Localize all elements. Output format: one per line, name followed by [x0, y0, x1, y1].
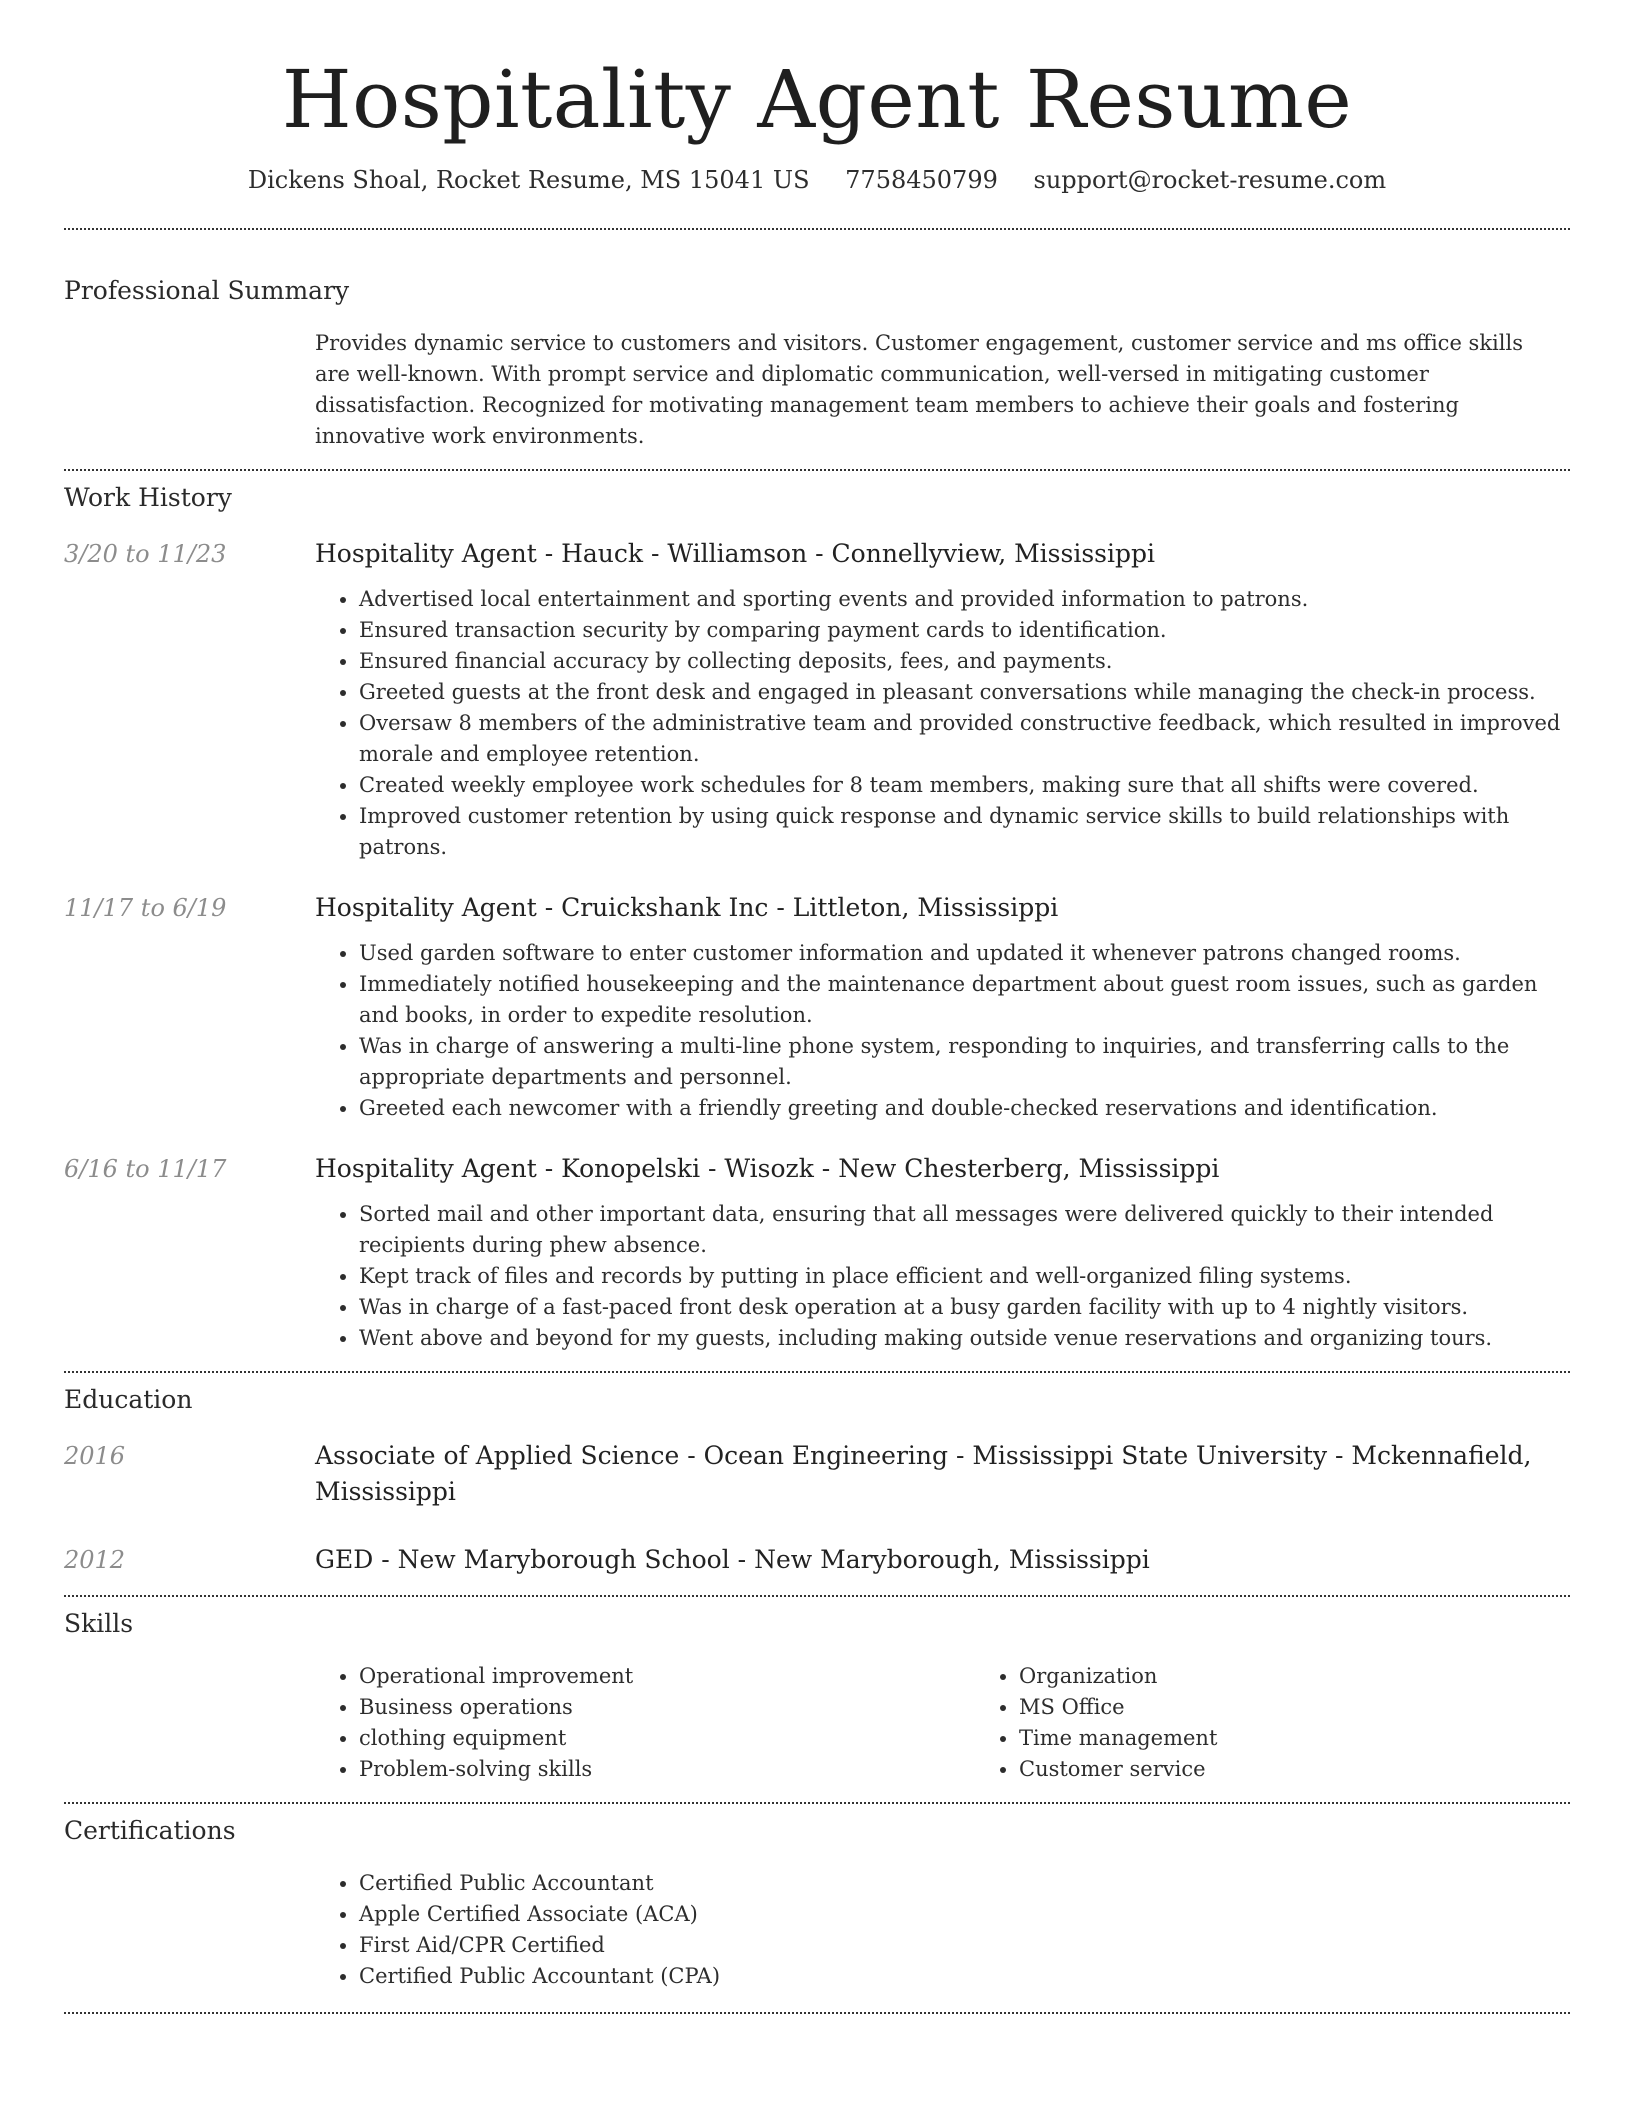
job-title: Hospitality Agent - Cruickshank Inc - Littleton, Mississippi [315, 893, 1059, 922]
education-entry [64, 1542, 1570, 1578]
summary-section [64, 230, 1570, 452]
skill-item: • Operational improvement [359, 1661, 975, 1692]
skill-item: • clothing equipment [359, 1723, 975, 1754]
education-entry [64, 1438, 1570, 1510]
list-item: • Oversaw 8 members of the administrative team and provided constructive feedback, which resulted in improved morale and employee retention. [359, 708, 1570, 770]
job-title: Hospitality Agent - Hauck - Williamson - Connellyview, Mississippi [315, 539, 1155, 568]
list-item: • Greeted each newcomer with a friendly greeting and double-checked reservations and identification. [359, 1093, 1570, 1124]
resume-title: Hospitality Agent Resume [281, 53, 1353, 146]
contact-line [64, 164, 1570, 196]
certification-item: • Certified Public Accountant [359, 1868, 1570, 1899]
job-bullets [315, 938, 1570, 1124]
certification-item: • First Aid/CPR Certified [359, 1930, 1570, 1961]
list-item: • Sorted mail and other important data, ensuring that all messages were delivered quickly to their intended recipients during phew absence. [359, 1199, 1570, 1261]
summary-spacer [64, 328, 315, 452]
list-item: • Created weekly employee work schedules for 8 team members, making sure that all shifts were covered. [359, 770, 1570, 801]
education-title: GED - New Maryborough School - New Maryborough, Mississippi [315, 1545, 1150, 1574]
list-item: • Was in charge of a fast-paced front desk operation at a busy garden facility with up to 4 nightly visitors. [359, 1292, 1570, 1323]
skills-list-left [315, 1661, 975, 1785]
list-item: • Used garden software to enter customer information and updated it whenever patrons changed rooms. [359, 938, 1570, 969]
education-section [64, 1373, 1570, 1578]
list-item: • Greeted guests at the front desk and engaged in pleasant conversations while managing the check-in process. [359, 677, 1570, 708]
list-item: • Advertised local entertainment and sporting events and provided information to patrons. [359, 584, 1570, 615]
job-bullets [315, 1199, 1570, 1354]
certification-item: • Apple Certified Associate (ACA) [359, 1899, 1570, 1930]
job-title: Hospitality Agent - Konopelski - Wisozk - New Chesterberg, Mississippi [315, 1154, 1220, 1183]
list-item: • Ensured transaction security by comparing payment cards to identification. [359, 615, 1570, 646]
skills-list-right [975, 1661, 1632, 1785]
job-entry [64, 536, 1570, 863]
list-item: • Kept track of files and records by putting in place efficient and well-organized filing systems. [359, 1261, 1570, 1292]
contact-email: support@rocket-resume.com [1033, 166, 1387, 194]
list-item: • Improved customer retention by using quick response and dynamic service skills to build relationships with patrons. [359, 801, 1570, 863]
summary-text: Provides dynamic service to customers and visitors. Customer engagement, customer service and ms office skills are well-known. With prompt service and diplomatic communication, well-versed in mitigating customer dissatisfaction. Recognized for motivating management team members to achieve their goals and fostering innovative work environments. [315, 331, 1523, 448]
skills-section [64, 1597, 1570, 1785]
certification-item: • Certified Public Accountant (CPA) [359, 1961, 1570, 1992]
job-dates: 6/16 to 11/17 [64, 1155, 227, 1183]
education-year: 2012 [64, 1546, 126, 1574]
skill-item: • Time management [1019, 1723, 1632, 1754]
certifications-spacer [64, 1868, 315, 1992]
work-section [64, 471, 1570, 1354]
certifications-section [64, 1804, 1570, 1992]
skill-item: • Problem-solving skills [359, 1754, 975, 1785]
education-title: Associate of Applied Science - Ocean Engineering - Mississippi State University - Mckennafield, Mississippi [315, 1441, 1532, 1506]
skill-item: • Customer service [1019, 1754, 1632, 1785]
contact-address: Dickens Shoal, Rocket Resume, MS 15041 US [247, 166, 810, 194]
education-year: 2016 [64, 1442, 126, 1470]
job-entry [64, 1151, 1570, 1354]
skill-item: • Business operations [359, 1692, 975, 1723]
certifications-list [315, 1868, 1570, 1992]
skill-item: • Organization [1019, 1661, 1632, 1692]
job-entry [64, 890, 1570, 1124]
skills-heading: Skills [64, 1609, 134, 1638]
job-dates: 3/20 to 11/23 [64, 540, 227, 568]
work-heading: Work History [64, 483, 232, 512]
list-item: • Went above and beyond for my guests, including making outside venue reservations and organizing tours. [359, 1323, 1570, 1354]
list-item: • Immediately notified housekeeping and the maintenance department about guest room issues, such as garden and books, in order to expedite resolution. [359, 969, 1570, 1031]
skills-columns [315, 1661, 1632, 1785]
job-dates: 11/17 to 6/19 [64, 894, 227, 922]
summary-heading: Professional Summary [64, 276, 350, 305]
certifications-heading: Certifications [64, 1816, 236, 1845]
resume-page [64, 0, 1570, 2014]
contact-phone: 7758450799 [845, 166, 998, 194]
job-bullets [315, 584, 1570, 863]
skills-spacer [64, 1661, 315, 1785]
skill-item: • MS Office [1019, 1692, 1632, 1723]
education-heading: Education [64, 1385, 193, 1414]
list-item: • Was in charge of answering a multi-line phone system, responding to inquiries, and transferring calls to the appropriate departments and personnel. [359, 1031, 1570, 1093]
list-item: • Ensured financial accuracy by collecting deposits, fees, and payments. [359, 646, 1570, 677]
divider [64, 2012, 1570, 2014]
